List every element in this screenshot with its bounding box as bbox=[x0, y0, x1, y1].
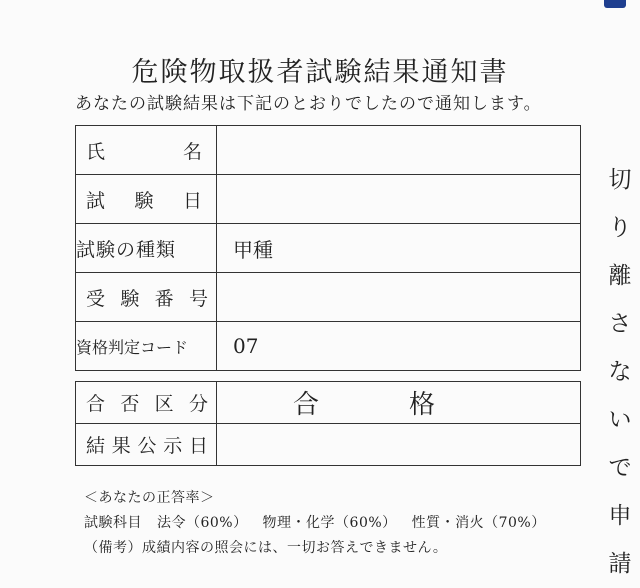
table-row bbox=[76, 126, 581, 175]
candidate-info-table bbox=[75, 125, 581, 371]
exam-type-value: 甲種 bbox=[217, 224, 581, 273]
subject-score: 法令（60%） bbox=[156, 515, 248, 531]
pass-fail-label: 合 否 区 分 bbox=[76, 382, 217, 424]
exam-number-label: 受 験 番 号 bbox=[76, 273, 217, 322]
notice-text: あなたの試験結果は下記のとおりでしたので通知します。 bbox=[75, 94, 542, 114]
announcement-date-label: 結 果 公 示 日 bbox=[76, 424, 217, 466]
qualification-code-value: 07 bbox=[217, 322, 581, 371]
table-row bbox=[76, 273, 581, 322]
subject-score: 物理・化学（60%） bbox=[262, 515, 397, 531]
name-label: 氏 名 bbox=[76, 126, 217, 175]
exam-date-label: 試 験 日 bbox=[76, 175, 217, 224]
table-row bbox=[76, 224, 581, 273]
announcement-date-value bbox=[217, 424, 581, 466]
corner-mark bbox=[604, 0, 626, 8]
table-row bbox=[76, 175, 581, 224]
pass-fail-value: 合 格 bbox=[217, 382, 581, 424]
qualification-code-label: 資格判定コード bbox=[76, 322, 217, 371]
exam-number-value bbox=[217, 273, 581, 322]
table-row bbox=[76, 382, 581, 424]
subjects-label: 試験科目 bbox=[84, 515, 142, 531]
side-instruction: 切 り 離 さ な い で 申 請 bbox=[608, 167, 632, 577]
result-table bbox=[75, 381, 581, 466]
remark-text: （備考）成績内容の照会には、一切お答えできません。 bbox=[84, 540, 448, 556]
subject-score: 性質・消火（70%） bbox=[411, 515, 546, 531]
name-value bbox=[217, 126, 581, 175]
exam-date-value bbox=[217, 175, 581, 224]
exam-type-label: 試験の種類 bbox=[76, 224, 217, 273]
document-title: 危険物取扱者試験結果通知書 bbox=[131, 57, 509, 88]
table-row bbox=[76, 424, 581, 466]
table-row bbox=[76, 322, 581, 371]
score-heading: ＜あなたの正答率＞ bbox=[84, 490, 215, 506]
score-line bbox=[84, 512, 546, 532]
